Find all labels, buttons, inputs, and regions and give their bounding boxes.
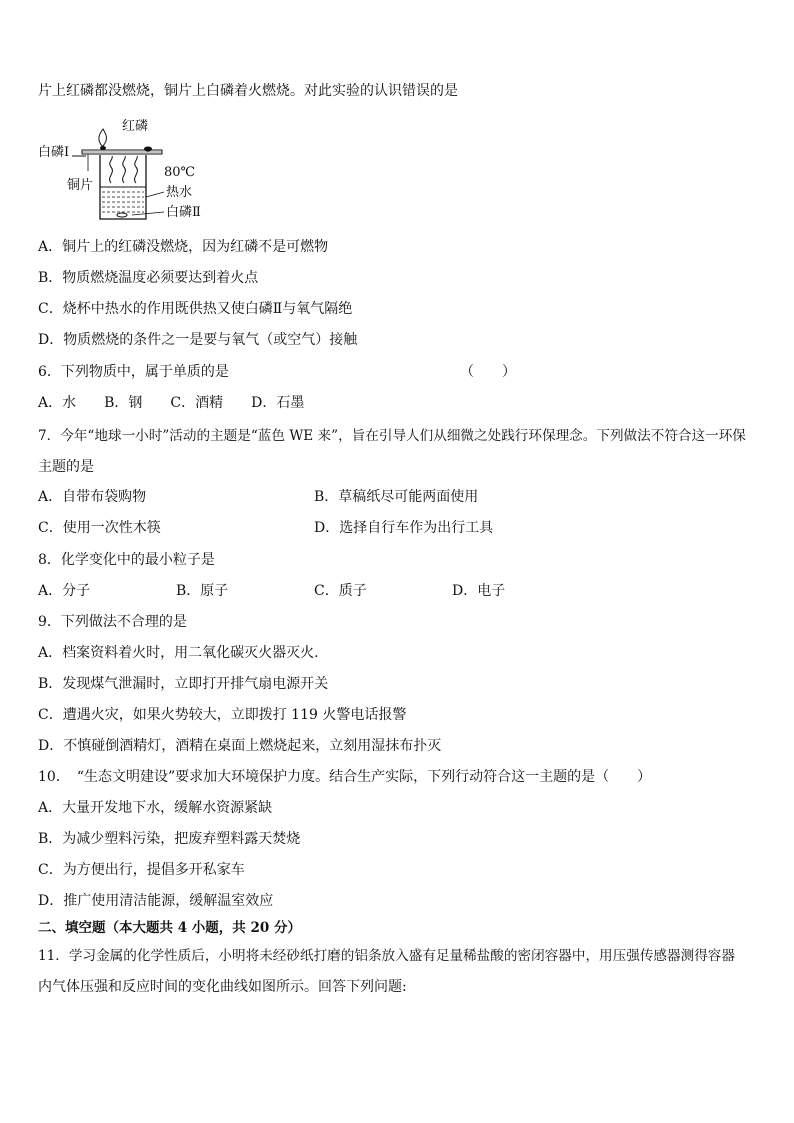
q6-options: A．水 B．钢 C．酒精 D．石墨 xyxy=(38,395,305,411)
intro-line: 片上红磷都没燃烧，铜片上白磷着火燃烧。对此实验的认识错误的是 xyxy=(38,83,458,99)
q10-option-d: D．推广使用清洁能源，缓解温室效应 xyxy=(38,893,274,909)
label-temperature: 80℃ xyxy=(164,165,196,180)
q8-option-d: D．电子 xyxy=(452,583,506,599)
flame-icon xyxy=(99,129,107,146)
q9-stem: 9．下列做法不合理的是 xyxy=(38,614,187,630)
q8-option-a: A．分子 xyxy=(38,583,91,599)
q11-line1: 11．学习金属的化学性质后，小明将未经砂纸打磨的铝条放入盛有足量稀盐酸的密闭容器中，用压强传感器测得容器 xyxy=(38,948,735,964)
label-hot-water: 热水 xyxy=(166,185,193,200)
white-phosphorus-2-shape xyxy=(117,213,127,217)
q7-option-c: C．使用一次性木筷 xyxy=(38,520,161,536)
red-phosphorus-dot xyxy=(144,147,152,152)
white-phosphorus-1-dot xyxy=(100,146,106,150)
q6-stem: 6．下列物质中，属于单质的是 xyxy=(38,364,229,380)
q5-option-d: D．物质燃烧的条件之一是要与氧气（或空气）接触 xyxy=(38,332,358,348)
label-white-phosphorus-1: 白磷Ⅰ xyxy=(38,145,70,160)
q9-option-a: A．档案资料着火时，用二氧化碳灭火器灭火. xyxy=(38,645,319,661)
q8-stem: 8．化学变化中的最小粒子是 xyxy=(38,552,215,568)
label-copper-sheet: 铜片 xyxy=(67,178,94,193)
section-2-title: 二、填空题（本大题共 4 小题，共 20 分） xyxy=(38,920,301,936)
label-red-phosphorus: 红磷 xyxy=(122,119,149,134)
q5-option-a: A．铜片上的红磷没燃烧，因为红磷不是可燃物 xyxy=(38,239,329,255)
q9-option-b: B．发现煤气泄漏时，立即打开排气扇电源开关 xyxy=(38,676,329,692)
label-white-phosphorus-2: 白磷Ⅱ xyxy=(166,205,201,220)
q6-answer-bracket: （ ） xyxy=(460,364,516,380)
q7-stem-line2: 主题的是 xyxy=(38,459,94,475)
q8-option-b: B．原子 xyxy=(176,583,229,599)
q10-option-a: A．大量开发地下水，缓解水资源紧缺 xyxy=(38,800,273,816)
q11-line2: 内气体压强和反应时间的变化曲线如图所示。回答下列问题: xyxy=(38,979,407,995)
q10-option-b: B．为减少塑料污染，把废弃塑料露天焚烧 xyxy=(38,831,301,847)
experiment-diagram xyxy=(36,115,226,230)
q5-option-b: B．物质燃烧温度必须要达到着火点 xyxy=(38,270,259,286)
q7-option-a: A．自带布袋购物 xyxy=(38,489,147,505)
q7-option-b: B．草稿纸尽可能两面使用 xyxy=(314,489,479,505)
q7-option-d: D．选择自行车作为出行工具 xyxy=(314,520,494,536)
q5-option-c: C．烧杯中热水的作用既供热又使白磷Ⅱ与氧气隔绝 xyxy=(38,301,353,317)
q9-option-d: D．不慎碰倒酒精灯，酒精在桌面上燃烧起来，立刻用湿抹布扑灭 xyxy=(38,738,442,754)
q10-option-c: C．为方便出行，提倡多开私家车 xyxy=(38,862,245,878)
q9-option-c: C．遭遇火灾，如果火势较大，立即拨打 119 火警电话报警 xyxy=(38,707,407,723)
combustion-experiment-figure xyxy=(36,115,226,230)
q10-stem: 10． “生态文明建设”要求加大环境保护力度。结合生产实际，下列行动符合这一主题的是（ ） xyxy=(38,769,652,785)
q7-stem-line1: 7．今年“地球一小时”活动的主题是“蓝色 WE 来”，旨在引导人们从细微之处践行环保理念。下列做法不符合这一环保 xyxy=(38,428,746,444)
q8-option-c: C．质子 xyxy=(314,583,367,599)
